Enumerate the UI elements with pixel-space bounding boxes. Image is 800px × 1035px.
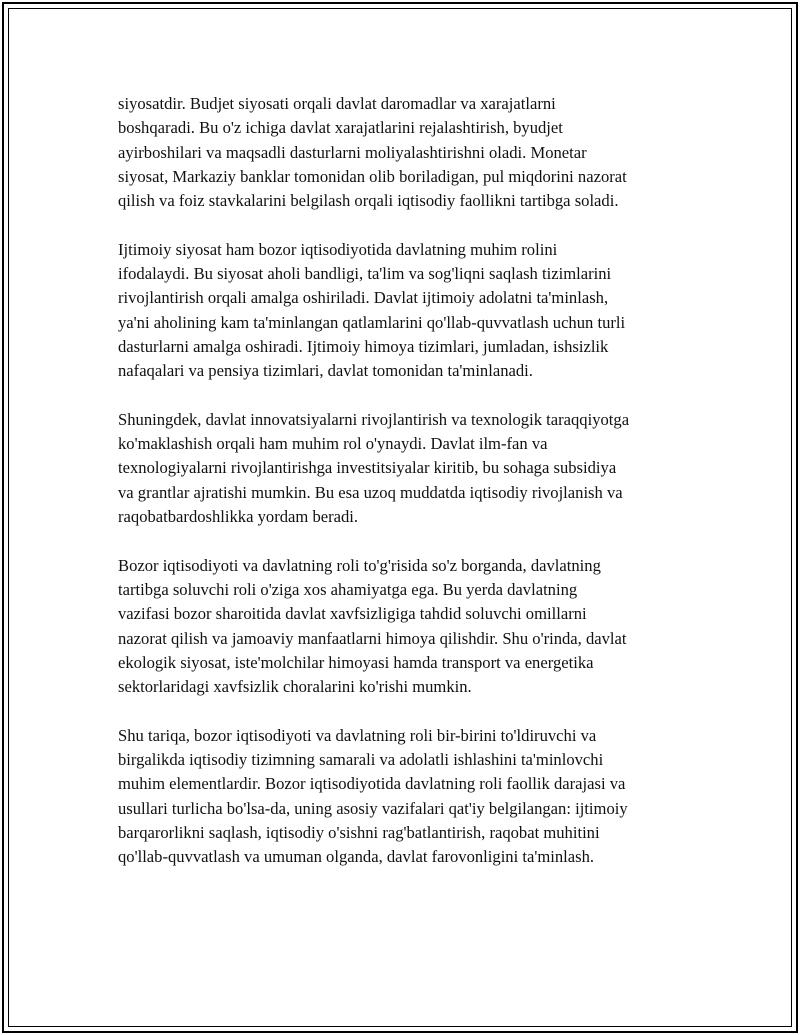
text-line: rivojlantirish orqali amalga oshiriladi. Davlat ijtimoiy adolatni ta'minlash, <box>118 288 609 308</box>
text-line: dasturlarni amalga oshiradi. Ijtimoiy himoya tizimlari, jumladan, ishsizlik <box>118 336 609 356</box>
text-line: siyosatdir. Budjet siyosati orqali davlat daromadlar va xarajatlarni <box>118 94 556 113</box>
paragraph-3 <box>118 408 708 529</box>
text-line: ayirboshilari va maqsadli dasturlarni moliyalashtirishni oladi. Monetar <box>118 142 587 162</box>
text-line: vazifasi bozor sharoitida davlat xavfsizligiga tahdid soluvchi omillarni <box>118 604 587 624</box>
text-line: qilish va foiz stavkalarini belgilash orqali iqtisodiy faollikni tartibga soladi. <box>118 191 619 211</box>
paragraph-1 <box>118 92 708 213</box>
text-line: ko'maklashish orqali ham muhim rol o'ynaydi. Davlat ilm-fan va <box>118 434 548 454</box>
text-line: barqarorlikni saqlash, iqtisodiy o'sishni rag'batlantirish, raqobat muhitini <box>118 822 600 842</box>
text-line: Shu tariqa, bozor iqtisodiyoti va davlatning roli bir-birini to'ldiruvchi va <box>118 725 597 745</box>
document-body <box>118 92 708 894</box>
text-line: va grantlar ajratishi mumkin. Bu esa uzoq muddatda iqtisodiy rivojlanish va <box>118 482 623 502</box>
text-line: texnologiyalarni rivojlantirishga investitsiyalar kiritib, bu sohaga subsidiya <box>118 458 617 478</box>
text-line: Ijtimoiy siyosat ham bozor iqtisodiyotida davlatning muhim rolini <box>118 239 558 259</box>
text-line: siyosat, Markaziy banklar tomonidan olib boriladigan, pul miqdorini nazorat <box>118 166 627 186</box>
text-line: nafaqalari va pensiya tizimlari, davlat tomonidan ta'minlanadi. <box>118 361 533 381</box>
text-line: qo'llab-quvvatlash va umuman olganda, davlat farovonligini ta'minlash. <box>118 847 595 867</box>
text-line: tartibga soluvchi roli o'ziga xos ahamiyatga ega. Bu yerda davlatning <box>118 579 578 599</box>
paragraph-5 <box>118 724 708 870</box>
paragraph-4 <box>118 554 708 700</box>
text-line: muhim elementlardir. Bozor iqtisodiyotida davlatning roli faollik darajasi va <box>118 774 626 794</box>
text-line: Bozor iqtisodiyoti va davlatning roli to'g'risida so'z borganda, davlatning <box>118 555 601 575</box>
text-line: nazorat qilish va jamoaviy manfaatlarni himoya qilishdir. Shu o'rinda, davlat <box>118 628 627 648</box>
paragraph-2 <box>118 238 708 384</box>
text-line: raqobatbardoshlikka yordam beradi. <box>118 507 359 527</box>
text-line: birgalikda iqtisodiy tizimning samarali va adolatli ishlashini ta'minlovchi <box>118 750 604 770</box>
text-line: ekologik siyosat, iste'molchilar himoyasi hamda transport va energetika <box>118 652 594 672</box>
text-line: usullari turlicha bo'lsa-da, uning asosiy vazifalari qat'iy belgilangan: ijtimoiy <box>118 798 628 818</box>
text-line: sektorlaridagi xavfsizlik choralarini ko'rishi mumkin. <box>118 677 472 697</box>
text-line: ya'ni aholining kam ta'minlangan qatlamlarini qo'llab-quvvatlash uchun turli <box>118 312 626 332</box>
text-line: ifodalaydi. Bu siyosat aholi bandligi, ta'lim va sog'liqni saqlash tizimlarini <box>118 264 612 284</box>
text-line: boshqaradi. Bu o'z ichiga davlat xarajatlarini rejalashtirish, byudjet <box>118 118 563 138</box>
text-line: Shuningdek, davlat innovatsiyalarni rivojlantirish va texnologik taraqqiyotga <box>118 409 630 429</box>
